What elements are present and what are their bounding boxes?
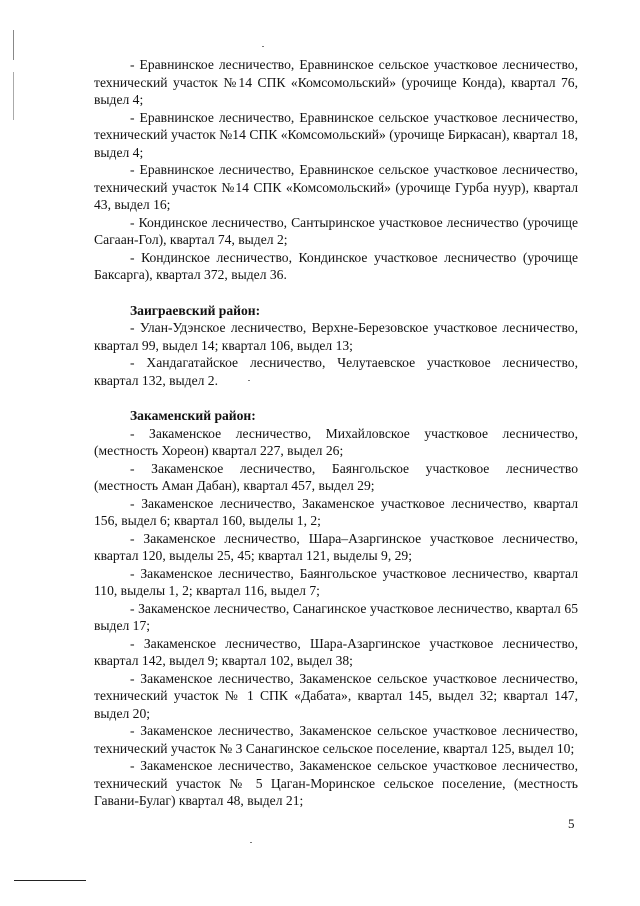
footer-rule xyxy=(14,880,86,881)
list-item: - Кондинское лесничество, Сантыринское участковое лесничество (урочище Сагаан-Гол), квартал 74, выдел 2; xyxy=(94,214,578,247)
list-item: - Еравнинское лесничество, Еравнинское сельское участковое лесничество, технический участок №14 СПК «Комсомольский» (урочище Биркасан), квартал 18, выдел 4; xyxy=(94,109,578,160)
scan-speck xyxy=(262,46,264,47)
document-body xyxy=(94,56,578,810)
list-item: - Закаменское лесничество, Баянгольское участковое лесничество (местность Аман Дабан), квартал 457, выдел 29; xyxy=(94,460,578,493)
scan-speck xyxy=(248,380,250,381)
list-item: - Закаменское лесничество, Санагинское участковое лесничество, квартал 65 выдел 17; xyxy=(94,600,578,633)
list-item: - Еравнинское лесничество, Еравнинское сельское участковое лесничество, технический участок №14 СПК «Комсомольский» (урочище Гурба нуур), квартал 43, выдел 16; xyxy=(94,162,578,212)
list-item: - Закаменское лесничество, Закаменское сельское участковое лесничество, технический участок № 5 Цаган-Моринское сельское поселение, (местность Гавани-Булаг) квартал 48, выдел 21; xyxy=(94,758,578,808)
list-item: - Закаменское лесничество, Шара-Азаргинское участковое лесничество, квартал 142, выдел 9; квартал 102, выдел 38; xyxy=(94,635,578,668)
list-item: - Закаменское лесничество, Закаменское сельское участковое лесничество, технический участок № 1 СПК «Дабата», квартал 145, выдел 32; квартал 147, выдел 20; xyxy=(94,670,578,721)
list-item: - Закаменское лесничество, Шара–Азаргинское участковое лесничество, квартал 120, выделы 25, 45; квартал 121, выделы 9, 29; xyxy=(94,530,578,563)
list-item: - Хандагатайское лесничество, Челутаевское участковое лесничество, квартал 132, выдел 2. xyxy=(94,355,578,388)
list-item: - Закаменское лесничество, Михайловское участковое лесничество, (местность Хореон) квартал 227, выдел 26; xyxy=(94,425,578,458)
section-heading-zakamensky: Закаменский район: xyxy=(130,408,256,423)
section-heading-zaigraevsky: Заиграевский район: xyxy=(130,302,261,318)
list-item: - Кондинское лесничество, Кондинское участковое лесничество (урочище Баксарга), квартал 372, выдел 36. xyxy=(94,249,578,282)
list-item: - Закаменское лесничество, Закаменское участковое лесничество, квартал 156, выдел 6; квартал 160, выделы 1, 2; xyxy=(94,495,578,528)
page-number: 5 xyxy=(568,816,575,831)
list-item: - Еравнинское лесничество, Еравнинское сельское участковое лесничество, технический участок №14 СПК «Комсомольский» (урочище Конда), квартал 76, выдел 4; xyxy=(94,57,578,107)
list-item: - Закаменское лесничество, Закаменское сельское участковое лесничество, технический участок № 3 Санагинское сельское поселение, квартал 125, выдел 10; xyxy=(94,723,578,756)
list-item: - Закаменское лесничество, Баянгольское участковое лесничество, квартал 110, выделы 1, 2; квартал 116, выдел 7; xyxy=(94,565,578,598)
scan-speck xyxy=(250,842,252,843)
list-item: - Улан-Удэнское лесничество, Верхне-Березовское участковое лесничество, квартал 99, выдел 14; квартал 106, выдел 13; xyxy=(94,320,578,353)
scan-margin-mark xyxy=(13,30,14,330)
